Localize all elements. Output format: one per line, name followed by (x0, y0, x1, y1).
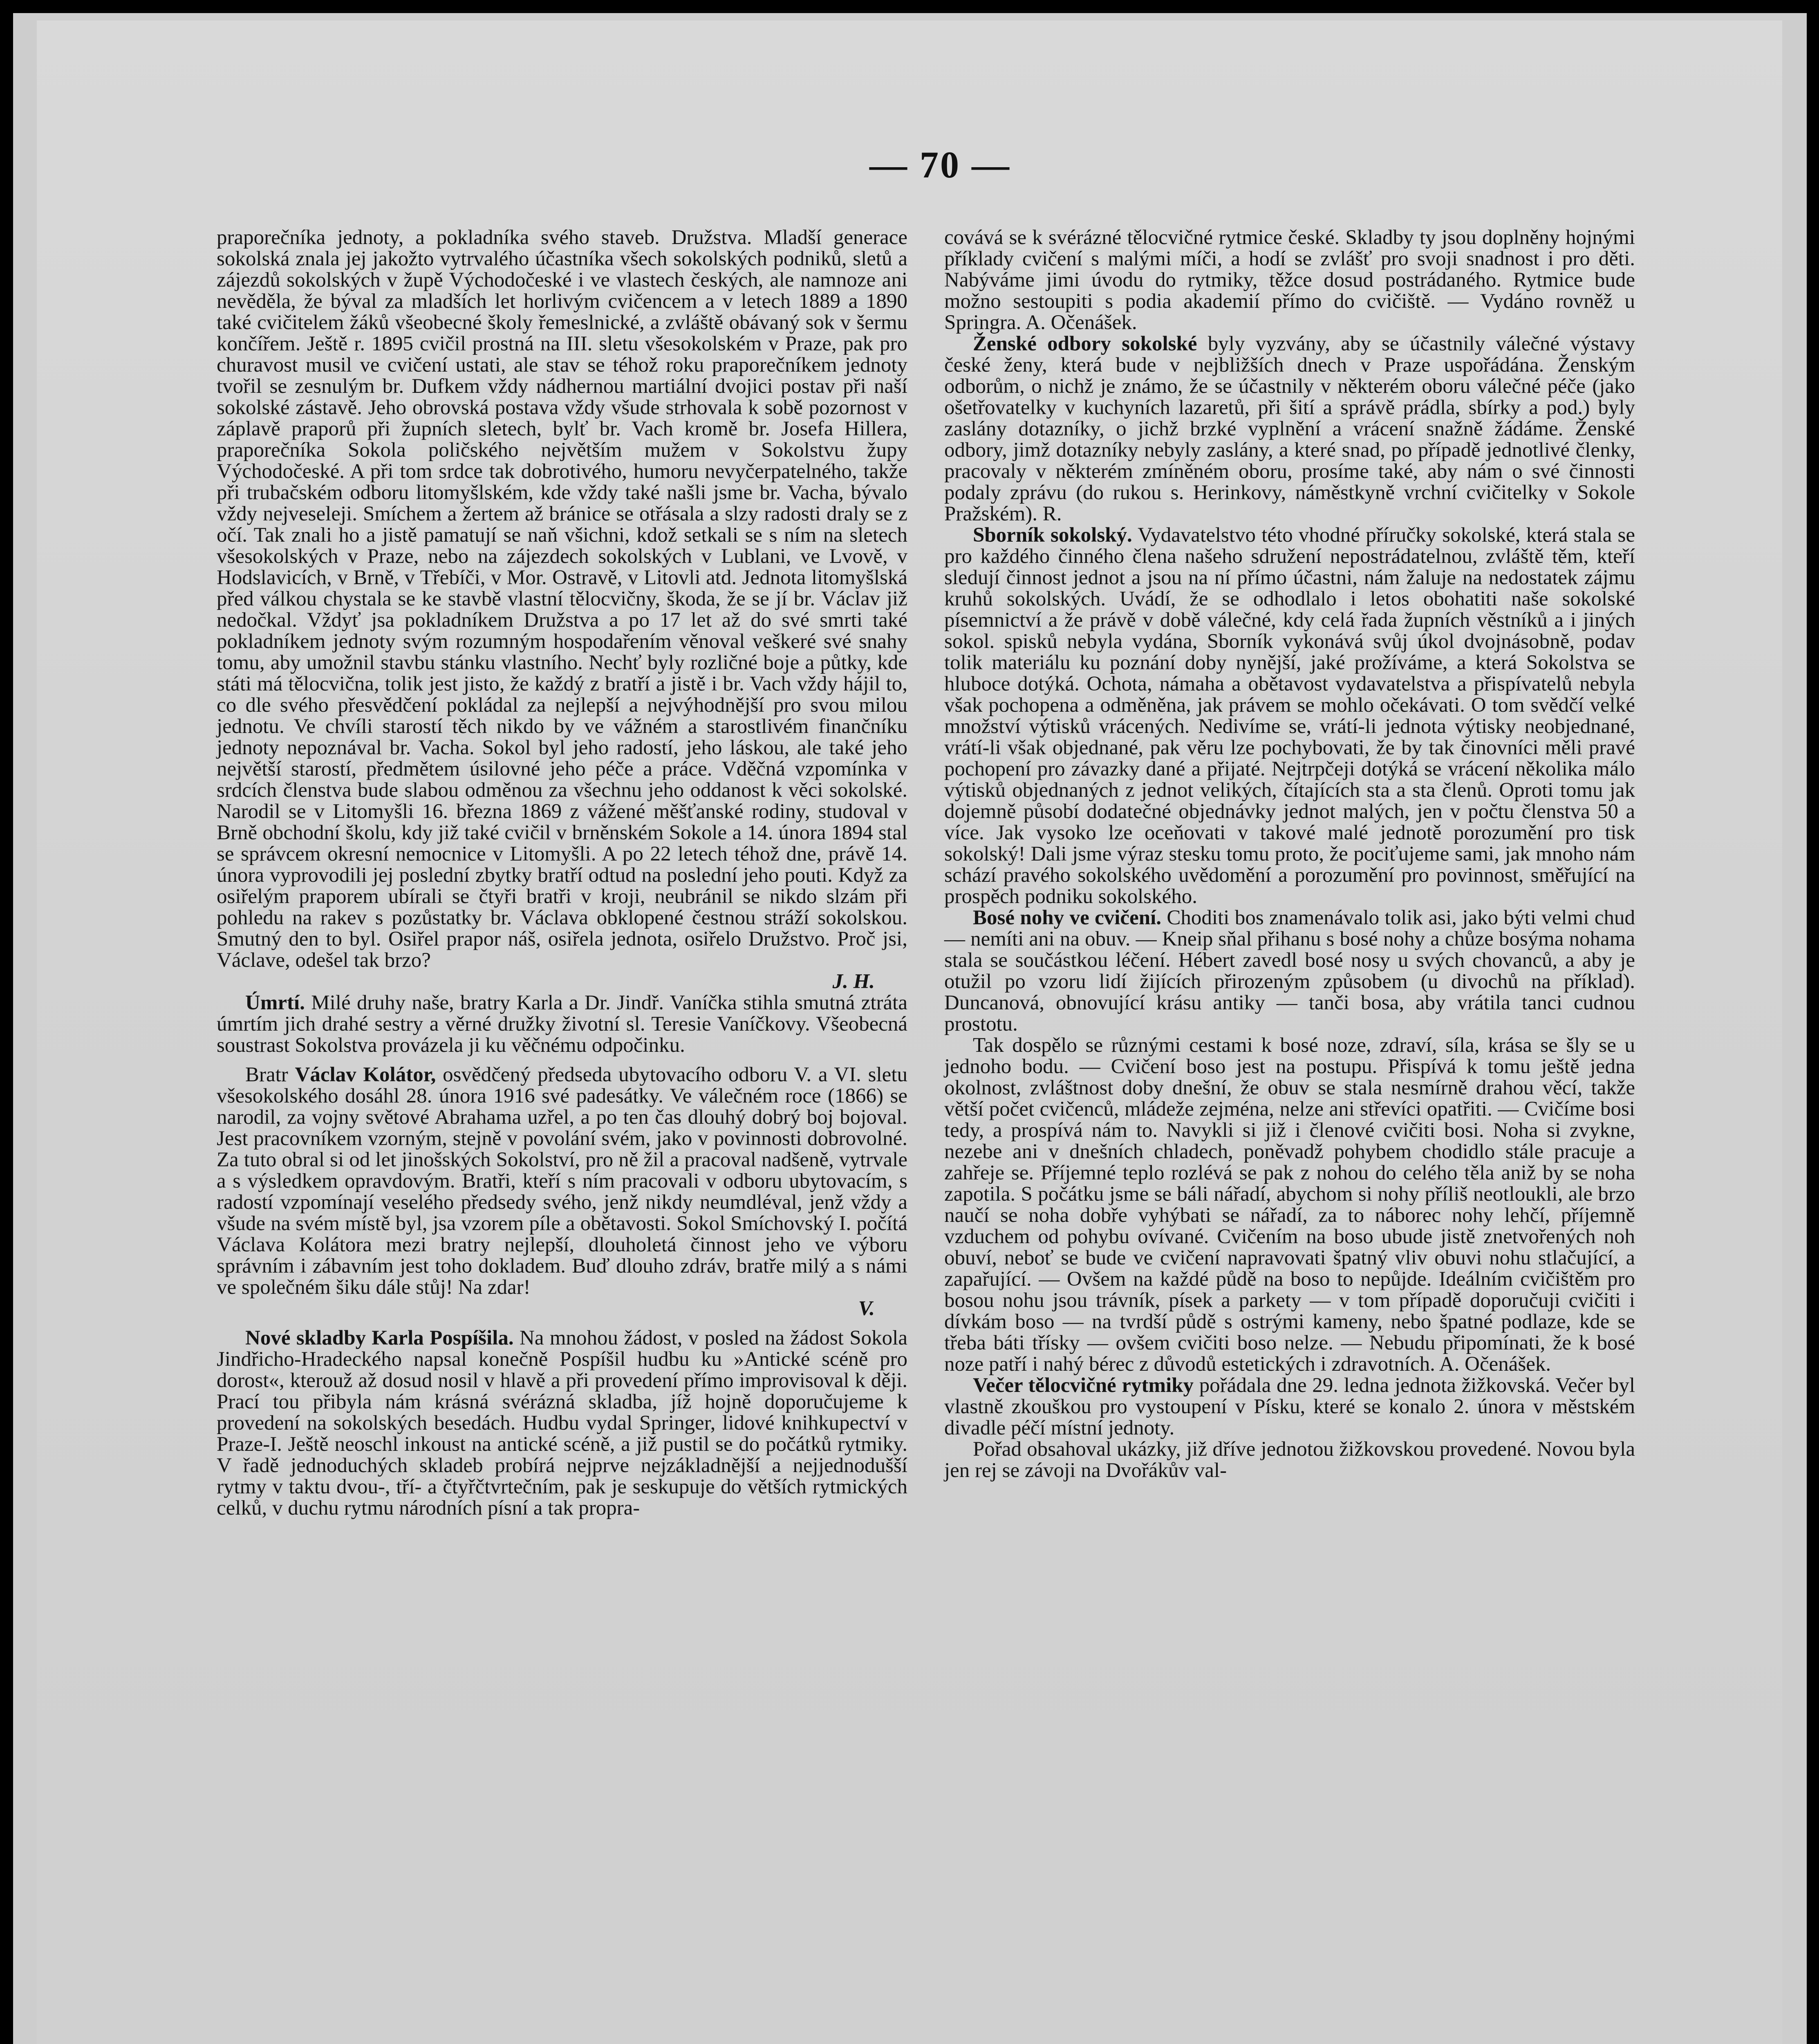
article-bose-nohy-body: Choditi bos znamenávalo tolik asi, jako býti velmi chud — nemíti ani na obuv. — Kneip sňal přihanu s bosé nohy a chůze bosýma nohama stala se součástkou léčení. Hébert zavedl bosé nosy u svých chovanců, a aby je otužil po vzoru lidí žijících přirozeným způsobem (u divochů na příklad). Duncanová, obnovující krásu antiky — tanči bosa, aby vrátila tanci cudnou prostotu. (944, 906, 1635, 1035)
article-vecer-rytmiky-heading: Večer tělocvičné rytmiky (973, 1374, 1194, 1397)
article-umrti-heading: Úmrtí. (245, 991, 305, 1014)
article-pospisil-continued: covává se k svérázné tělocvičné rytmice české. Skladby ty jsou doplněny hojnými příklady cvičení s malými míči, a hodí se zvlášť pro svoji snadnost i pro děti. Nabýváme jimi úvodu do rytmiky, těžce dosud postrádaného. Rytmice bude možno sestoupiti s podia akademií přímo do cvičiště. — Vydáno rovněž u Springra. A. Očenášek. (944, 226, 1635, 334)
article-kolator (217, 1064, 907, 1298)
scan-frame (13, 13, 1807, 2044)
article-umrti-body: Milé druhy naše, bratry Karla a Dr. Jindř. Vaníčka stihla smutná ztráta úmrtím jich drahé sestry a věrné družky životní sl. Teresie Vaníčkovy. Všeobecná soustrast Sokolstva provázela ji ku věčnému odpočinku. (217, 991, 907, 1057)
article-kolator-signature: V. (858, 1297, 875, 1320)
article-kolator-intro: Bratr (245, 1063, 295, 1086)
article-vecer-rytmiky-body: pořádala dne 29. ledna jednota žižkovská. Večer byl vlastně zkouškou pro vystoupení v Písku, které se konalo 2. února v městském divadle péčí místní jednoty. (944, 1374, 1635, 1439)
article-zenske-odbory (944, 333, 1635, 524)
article-kolator-name: Václav Kolátor, (295, 1063, 436, 1086)
article-bose-nohy-heading: Bosé nohy ve cvičení. (973, 906, 1161, 929)
article-zenske-odbory-heading: Ženské odbory sokolské (973, 332, 1197, 355)
article-pospisil-heading: Nové skladby Karla Pospíšila. (245, 1327, 514, 1349)
article-kolator-body: osvědčený předseda ubytovacího odboru V. a VI. sletu všesokolského dosáhl 28. února 1916 své padesátky. Ve válečném roce (1866) se narodil, za vojny světové Abrahama uzřel, a po ten čas dlouhý dobrý boj bojoval. Jest pracovníkem vzorným, stejně v povolání svém, jako v povinnosti dobrovolné. Za tuto obral si od let jinošských Sokolství, pro ně žil a pracoval nadšeně, vytrvale a s výsledkem opravdovým. Bratři, kteří s ním pracovali v odboru ubytovacím, s radostí vzpomínají veselého předsedy svého, jenž nikdy neumdléval, jenž vždy a všude na svém místě byl, jsa vzorem píle a obětavosti. Sokol Smíchovský I. počítá Václava Kolátora mezi bratry nejlepší, dlouholetá činnost jeho ve výboru správním i zábavním jest toho dokladem. Buď dlouho zdráv, bratře milý a s námi ve společném šiku dále stůj! Na zdar! (217, 1063, 907, 1299)
article-pospisil (217, 1327, 907, 1519)
article-pospisil-body: Na mnohou žádost, v posled na žádost Sokola Jindřicho-Hradeckého napsal konečně Pospíšil hudbu ku »Antické scéně pro dorost«, kterouž až dosud nosil v hlavě a při provedení přímo improvisoval k ději. Prací tou přibyla nám krásná svérázná skladba, jíž hojně doporučujeme k provedení na sokolských besedách. Hudbu vydal Springer, lidové knihkupectví v Praze-I. Ještě neoschl inkoust na antické scéně, a již pustil se do počátků rytmiky. V řadě jednoduchých skladeb probírá nejprve nejzákladnější a nejjednodušší rytmy v taktu dvou-, tří- a čtyřčtvrtečním, pak je seskupuje do větších rytmických celků, v duchu rytmu národních písní a tak propra- (217, 1327, 907, 1520)
article-umrti (217, 992, 907, 1056)
article-sbornik (944, 524, 1635, 907)
article-bose-nohy (944, 907, 1635, 1035)
article-vecer-rytmiky (944, 1375, 1635, 1439)
article-sbornik-heading: Sborník sokolský. (973, 524, 1132, 547)
article-vach-signature: J. H. (832, 970, 875, 993)
article-zenske-odbory-body: byly vyzvány, aby se účastnily válečné výstavy české ženy, která bude v nejbližších dnech v Praze uspořádána. Ženským odborům, o nichž je známo, že se účastnily v některém oboru válečné péče (jako ošetřovatelky v kuchyních lazaretů, při šití a správě prádla, sbírky a pod.) byly zaslány dotazníky, o jichž brzké vyplnění a vrácení snažně žádáme. Ženské odbory, jimž dotazníky nebyly zaslány, a které snad, po případě jednotlivé členky, pracovaly v některém zmíněném oboru, prosíme také, aby nám o své činnosti podaly zprávu (do rukou s. Herinkovy, náměstkyně vrchní cvičitelky v Sokole Pražském). R. (944, 332, 1635, 525)
right-column (944, 227, 1635, 1481)
page-number: — 70 — (869, 144, 1011, 186)
article-sbornik-body: Vydavatelstvo této vhodné příručky sokolské, která stala se pro každého činného člena našeho sdružení nepostrádatelnou, zvláště těm, kteří sledují činnost jednot a jsou na ní přímo účastni, nám žaluje na nedostatek zájmu kruhů sokolských. Uvádí, že se odhodlalo i letos obohatiti naše sokolské písemnictví a že právě v době válečné, kdy celá řada župních věstníků a i jiných sokol. spisků nebyla vydána, Sborník vykonává svůj úkol dvojnásobně, podav tolik materiálu ku poznání doby nynější, jaké prožíváme, a která Sokolstva se hluboce dotýká. Ochota, námaha a obětavost vydavatelstva a přispívatelů nebyla však pochopena a odměněna, jak právem se mohlo očekávati. O tom svědčí velké množství výtisků vrácených. Nedivíme se, vrátí-li jednota výtisky neobjednané, vrátí-li však objednané, pak věru lze pochybovati, že by tak činovníci měli pravé pochopení pro závazky dané a přijaté. Nejtrpčeji dotýká se vrácení několika málo výtisků objednaných z jednot velikých, čítajících sta a sta členů. Oproti tomu jak dojemně působí dodatečné objednávky jednot malých, jen v počtu členstva 50 a více. Jak vysoko lze oceňovati v takové malé jednotě porozumění pro tisk sokolský! Dali jsme výraz stesku tomu proto, že pociťujeme sami, jak mnoho nám schází pravého sokolského uvědomění a porozumění pro povinnost, směřující na prospěch podniku sokolského. (944, 524, 1635, 908)
article-bose-nohy-cont: Tak dospělo se různými cestami k bosé noze, zdraví, síla, krása se šly se u jednoho bodu. — Cvičení boso jest na postupu. Přispívá k tomu ještě jedna okolnost, zvláštnost doby dnešní, že obuv se stala nesmírně drahou věcí, takže větší počet cvičenců, mládeže zejména, nelze ani střevíci opatřiti. — Cvičíme bosi tedy, a prospívá nám to. Navykli si již i členové cvičiti bosi. Noha si zvykne, nezebe ani v dnešních chladech, poněvadž pohybem chodidlo stále pracuje a zahřeje se. Příjemné teplo rozlévá se pak z nohou do celého těla aniž by se noha zapotila. S počátku jsme se báli nářadí, abychom si nohy příliš neotloukli, ale brzo naučí se noha dobře vyhýbati se nářadí, za to náborec nohy lehčí, příjemně vzduchem od pohybu ovívané. Cvičením na boso ubude jistě znetvořených noh obuví, neboť se bude ve cvičení napravovati špatný vliv obuvi nohu stlačující, a zapařující. — Ovšem na každé půdě na boso to nepůjde. Ideálním cvičištěm pro bosou nohu jsou trávník, písek a parkety — v tom případě doporučuji cvičiti i dívkám boso — na tvrdší půdě s ostrými kameny, nebo špatné podlaze, kde se třeba báti třísky — ovšem cvičiti boso nelze. — Nebudu připomínati, že k bosé noze patří i nahý bérec z důvodů estetických i zdravotních. A. Očenášek. (944, 1034, 1635, 1376)
article-vach-body: praporečníka jednoty, a pokladníka svého staveb. Družstva. Mladší generace sokolská znala jej jakožto vytrvalého účastníka všech sokolských podniků, sletů a zájezdů sokolských v župě Východočeské i ve vlastech českých, ale namnoze ani nevěděla, že býval za mladších let horlivým cvičencem a v letech 1889 a 1890 také cvičitelem žáků všeobecné školy řemeslnické, a zvláště obávaný sok v šermu končířem. Ještě r. 1895 cvičil prostná na III. sletu všesokolském v Praze, pak pro churavost musil ve cvičení ustati, ale stav se téhož roku praporečníkem jednoty tvořil se zesnulým br. Dufkem vždy nádhernou martiální dvojici postav při naší sokolské zástavě. Jeho obrovská postava vždy všude strhovala k sobě pozornost v záplavě praporů při župních sletech, bylť br. Vach kromě br. Josefa Hillera, praporečníka Sokola poličského největším mužem v Sokolstvu župy Východočeské. A při tom srdce tak dobrotivého, humoru nevyčerpatelného, takže při trubačském odboru litomyšlském, kde vždy také našli jsme br. Vacha, bývalo vždy nejveseleji. Smíchem a žertem až bránice se otřásala a slzy radosti draly se z očí. Tak znali ho a jistě pamatují se naň všichni, kdož setkali se s ním na sletech všesokolských v Praze, nebo na zájezdech sokolských v Lublani, ve Lvově, v Hodslavicích, v Brně, v Třebíči, v Mor. Ostravě, v Litovli atd. Jednota litomyšlská před válkou chystala se ke stavbě vlastní tělocvičny, škoda, že se jí br. Václav již nedočkal. Vždyť jsa pokladníkem Družstva a po 17 let až do své smrti také pokladníkem jednoty svým rozumným hospodařením věnoval veškeré své snahy tomu, aby umožnil stavbu stánku vlastního. Nechť byly rozličné boje a půtky, kde státi má tělocvična, tolik jest jisto, že každý z bratří a jistě i br. Vach vždy hájil to, co dle svého přesvědčení pokládal za nejlepší a nejvýhodnější pro svou milou jednotu. Ve chvíli starostí těch nikdo by ve vážném a starostlivém finančníku jednoty nepoznával br. Vacha. Sokol byl jeho radostí, jeho láskou, ale také jeho největší starostí, předmětem úsilovné jeho péče a práce. Vděčná vzpomínka v srdcích členstva bude slabou odměnou za všechnu jeho oddanost k věci sokolské. Narodil se v Litomyšli 16. března 1869 z vážené měšťanské rodiny, studoval v Brně obchodní školu, kdy již také cvičil v brněnském Sokole a 14. února 1894 stal se správcem okresní nemocnice v Litomyšli. A po 22 letech téhož dne, právě 14. února vyprovodili jej poslední zbytky bratří odtud na poslední jeho pouti. Když za osiřelým praporem ubírali se čtyři bratři v kroji, neubránil se nikdo slzám při pohledu na rakev s pozůstatky br. Václava obklopené čestnou stráží sokolskou. Smutný den to byl. Osiřel prapor náš, osiřela jednota, osiřelo Družstvo. Proč jsi, Václave, odešel tak brzo? (217, 226, 907, 972)
left-column (217, 227, 907, 1519)
document-page (37, 20, 1782, 2044)
article-porad: Pořad obsahoval ukázky, již dříve jednotou žižkovskou provedené. Novou byla jen rej se závoji na Dvořákův val- (944, 1438, 1635, 1482)
